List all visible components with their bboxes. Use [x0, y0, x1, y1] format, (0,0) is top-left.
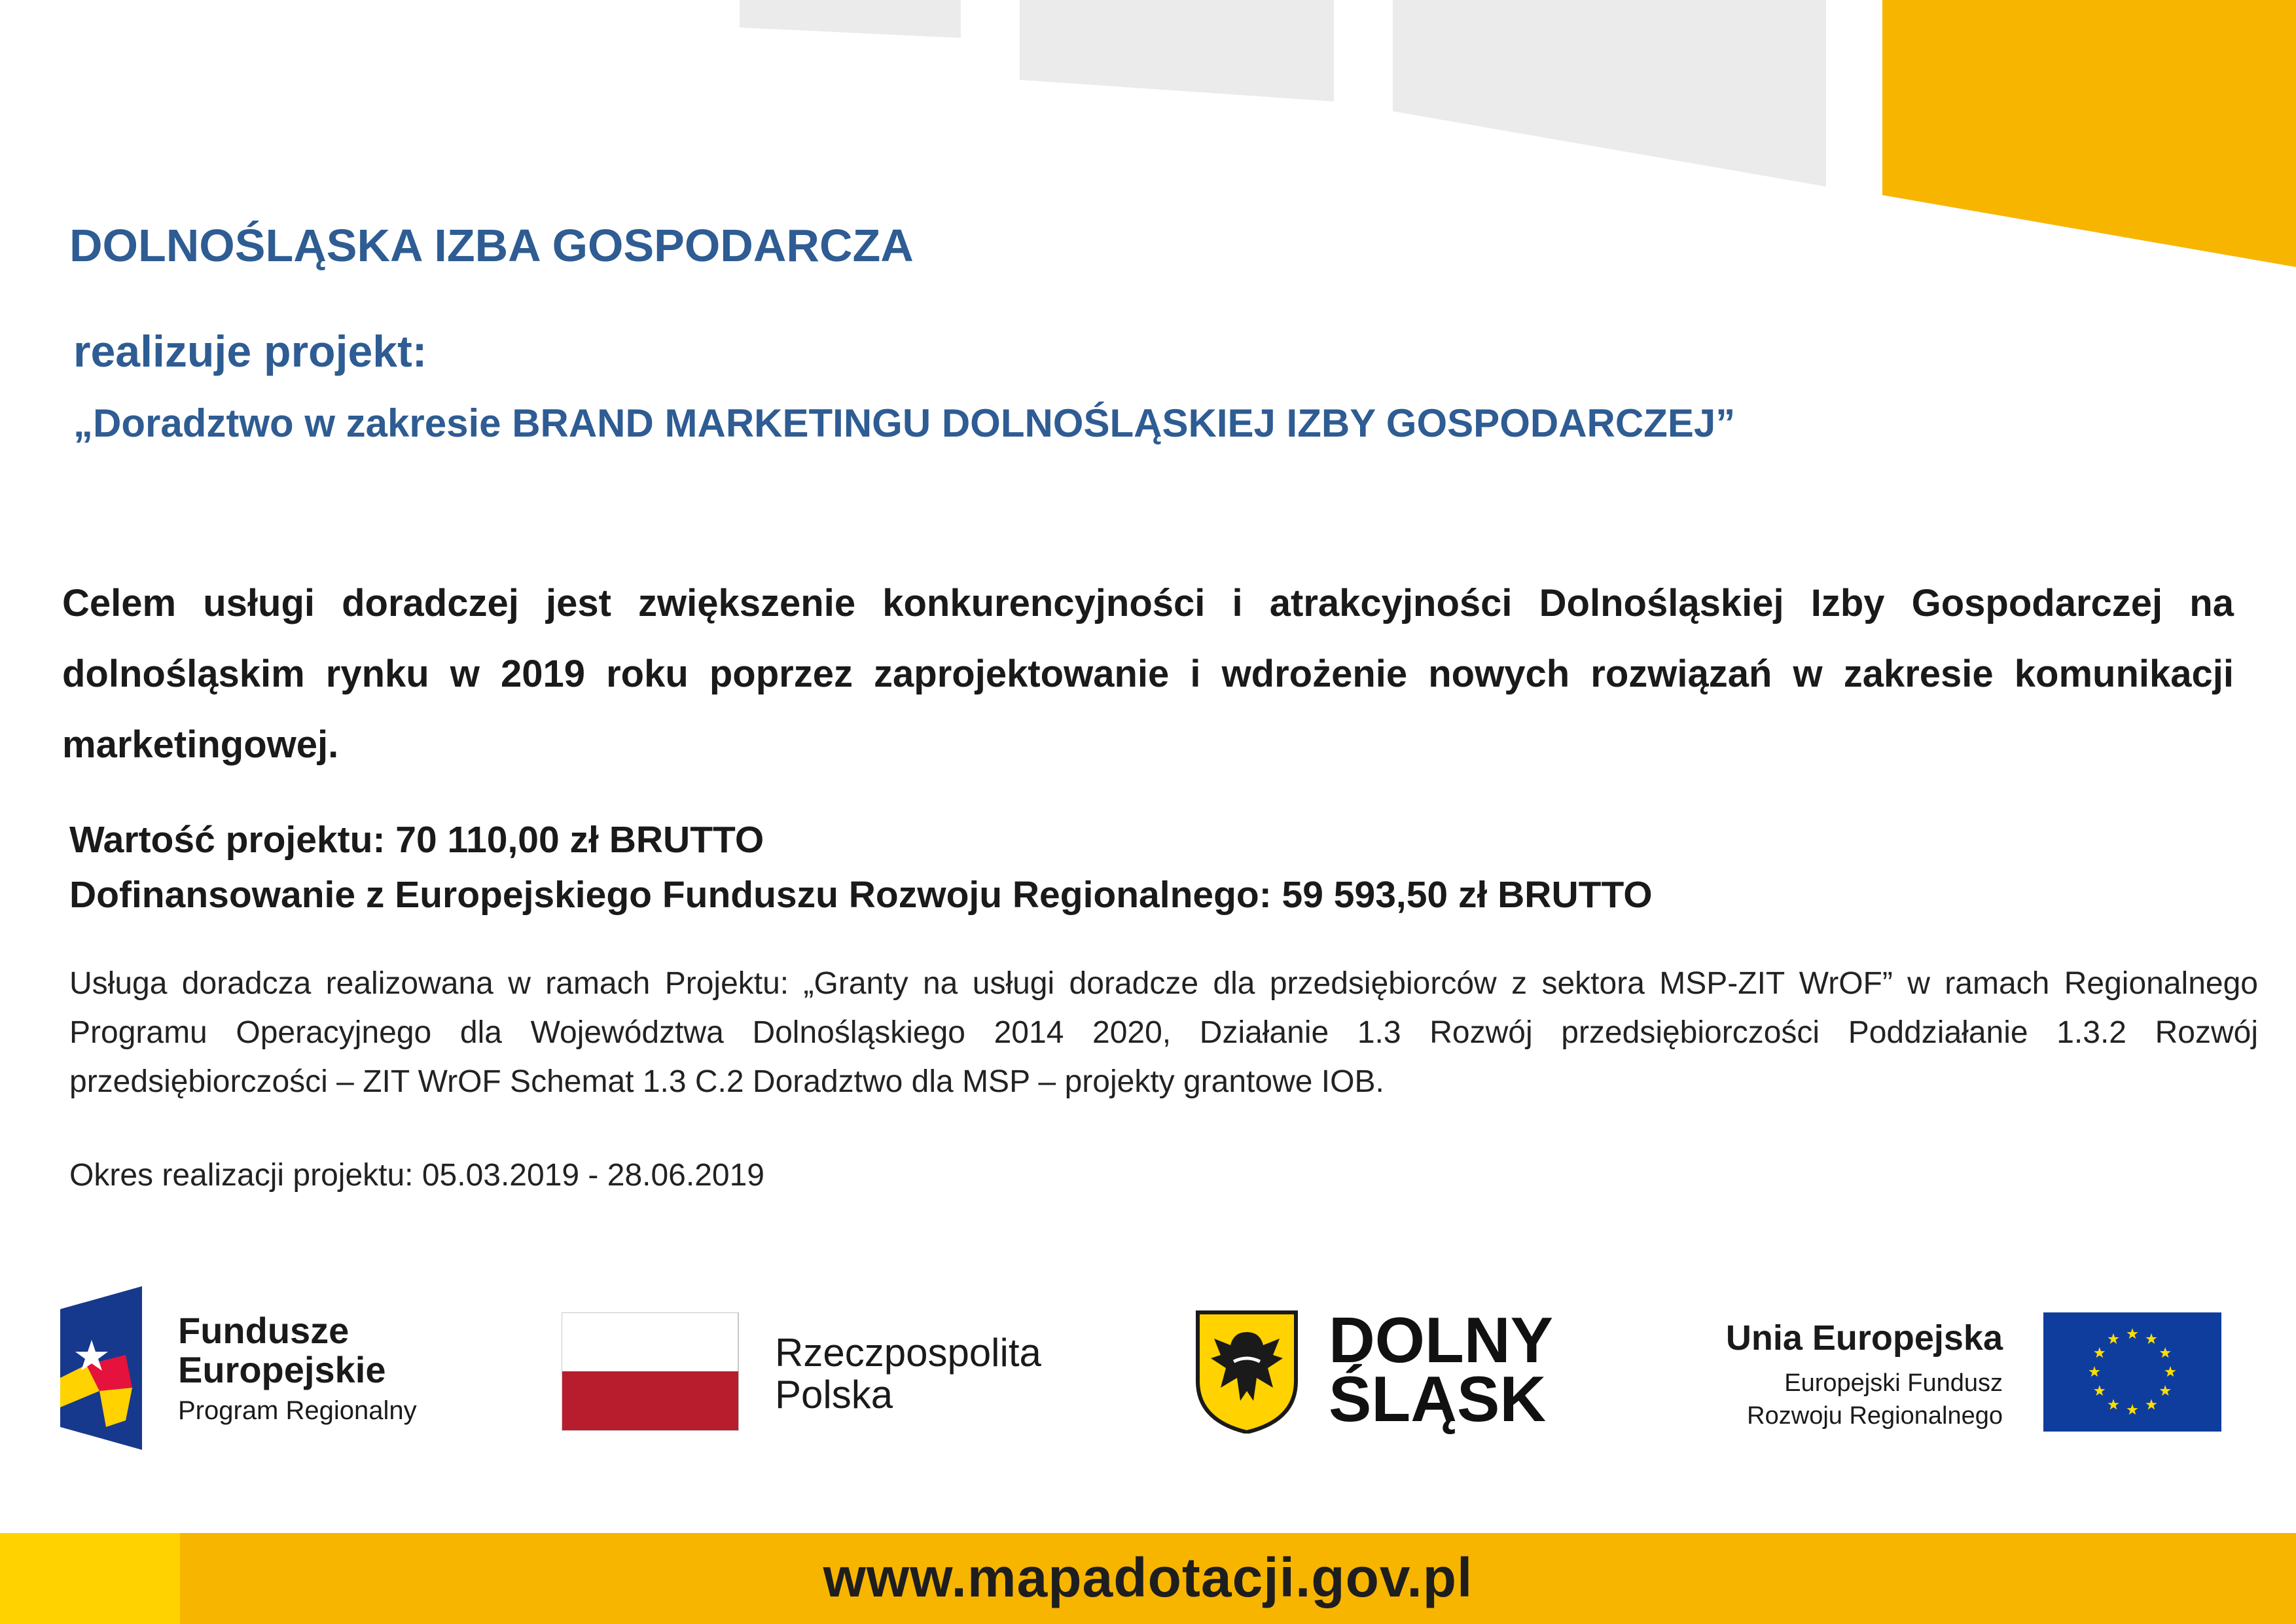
footer-url-link[interactable]: www.mapadotacji.gov.pl — [823, 1547, 1473, 1608]
footer-bar — [0, 1533, 2296, 1624]
fe-line1: Fundusze — [178, 1310, 350, 1351]
ue-line1: Unia Europejska — [1725, 1318, 2003, 1358]
fe-line2: Europejskie — [178, 1349, 386, 1390]
rp-line1: Rzeczpospolita — [775, 1331, 1041, 1375]
ds-line1: DOLNY — [1329, 1304, 1553, 1376]
logo-unia-europejska — [1689, 1312, 2251, 1437]
ue-line2: Europejski Fundusz — [1784, 1369, 2003, 1397]
ue-line3: Rozwoju Regionalnego — [1747, 1402, 2003, 1430]
realization-period: Okres realizacji projektu: 05.03.2019 - 28.06.2019 — [69, 1158, 764, 1193]
lower-silesia-coat-of-arms-icon — [1194, 1309, 1299, 1434]
rp-line2: Polska — [775, 1373, 893, 1416]
logo-rzeczpospolita-polska — [562, 1312, 1085, 1437]
intro-text: realizuje projekt: — [73, 327, 427, 376]
project-goal: Celem usługi doradczej jest zwiększenie konkurencyjności i atrakcyjności Dolnośląskiej Izby Gospodarczej na dolnośląskim rynku w 2019 roku poprzez zaprojektowanie i wdrożenie nowych rozwiązań w zakresie komunikacji marketingowej. — [62, 582, 2234, 766]
cofinancing-amount: Dofinansowanie z Europejskiego Funduszu Rozwoju Regionalnego: 59 593,50 zł BRUTTO — [69, 874, 1653, 916]
logo-dolny-slask — [1194, 1304, 1587, 1435]
program-info: Usługa doradcza realizowana w ramach Projektu: „Granty na usługi doradcze dla przedsiębiorców z sektora MSP-ZIT WrOF” w ramach Regionalnego Programu Operacyjnego dla Województwa Dolnośląskiego 2014 2020, Działanie 1.3 Rozwój przedsiębiorczości Poddziałanie 1.3.2 Rozwój przedsiębiorczości – ZIT WrOF Schemat 1.3 C.2 Doradztwo dla MSP – projekty grantowe IOB. — [69, 966, 2258, 1099]
polish-flag-icon — [562, 1312, 740, 1432]
fe-line3: Program Regionalny — [178, 1396, 417, 1425]
organization-name: DOLNOŚLĄSKA IZBA GOSPODARCZA — [69, 220, 914, 271]
ds-line2: ŚLĄSK — [1329, 1363, 1547, 1435]
project-value: Wartość projektu: 70 110,00 zł BRUTTO — [69, 819, 764, 861]
fundusze-europejskie-icon — [60, 1286, 145, 1450]
logo-fundusze-europejskie — [60, 1286, 453, 1450]
project-title: „Doradztwo w zakresie BRAND MARKETINGU DOLNOŚLĄSKIEJ IZBY GOSPODARCZEJ” — [73, 401, 1736, 445]
eu-flag-icon — [2043, 1312, 2221, 1432]
